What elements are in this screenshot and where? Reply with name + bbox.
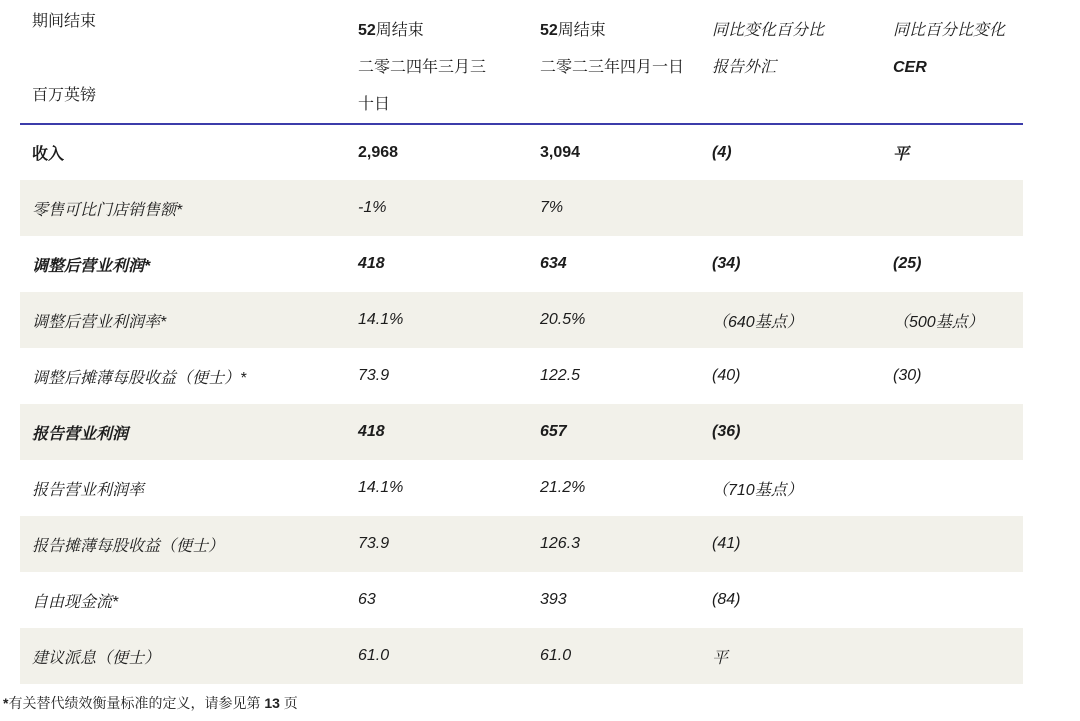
- yoy-reported-line1: 同比变化百分比: [712, 22, 825, 39]
- value-fy24: 63: [358, 591, 376, 608]
- footnote-page-number: 13: [264, 695, 280, 711]
- value-yoy-reported: (4): [712, 143, 732, 161]
- row-label: 零售可比门店销售额*: [32, 201, 183, 219]
- value-fy24: -1%: [358, 199, 387, 216]
- value-yoy-cer: (30): [893, 367, 922, 384]
- value-fy24: 73.9: [358, 367, 390, 384]
- row-label: 调整后营业利润*: [32, 257, 151, 275]
- fy23-weeks-label: 周结束: [557, 22, 606, 39]
- period-ended-label: 期间结束: [32, 13, 97, 30]
- row-label: 收入: [32, 146, 65, 163]
- fy24-weeks-number: 52: [358, 22, 376, 39]
- row-adjusted-operating-margin: [20, 292, 1023, 348]
- header-row: [20, 10, 1023, 124]
- value-fy23: 122.5: [540, 367, 581, 384]
- yoy-reported-line2: 报告外汇: [712, 59, 777, 76]
- value-fy23: 21.2%: [540, 479, 586, 496]
- yoy-cer-line1: 同比百分比变化: [893, 22, 1006, 39]
- value-yoy-cer: [881, 180, 1023, 236]
- row-reported-diluted-eps: [20, 516, 1023, 572]
- row-reported-operating-margin: [20, 460, 1023, 516]
- unit-label: 百万英镑: [32, 87, 97, 104]
- value-yoy-reported: （640基点）: [712, 313, 803, 331]
- value-yoy-reported: [700, 180, 881, 236]
- row-label: 报告营业利润率: [32, 481, 145, 499]
- value-yoy-reported: (84): [712, 591, 741, 608]
- fy23-date: 二零二三年四月一日: [540, 59, 685, 76]
- value-yoy-cer: [881, 516, 1023, 572]
- value-fy23: 7%: [540, 199, 564, 216]
- value-yoy-cer: 平: [893, 146, 910, 163]
- value-fy24: 418: [358, 423, 385, 440]
- value-yoy-cer: [881, 628, 1023, 684]
- apm-footnote: [3, 693, 1080, 713]
- value-fy24: 14.1%: [358, 311, 404, 328]
- footnote-text: 有关替代绩效衡量标准的定义，请参见第: [8, 695, 265, 711]
- header-yoy-reported: [700, 10, 881, 124]
- row-reported-operating-profit: [20, 404, 1023, 460]
- header-fy23: [528, 10, 700, 124]
- row-label: 自由现金流*: [32, 593, 119, 611]
- value-yoy-cer: [881, 572, 1023, 628]
- value-yoy-reported: (34): [712, 255, 741, 272]
- footnote-asterisk: *: [3, 695, 9, 711]
- footnote-suffix: 页: [279, 695, 298, 711]
- value-yoy-reported: (36): [712, 423, 741, 440]
- row-free-cash-flow: [20, 572, 1023, 628]
- fy24-date: 二零二四年三月三十日: [358, 59, 487, 113]
- header-yoy-cer: [881, 10, 1023, 124]
- value-yoy-cer: [881, 404, 1023, 460]
- fy23-weeks-number: 52: [540, 22, 558, 39]
- cer-label: CER: [893, 59, 927, 76]
- value-fy23: 61.0: [540, 647, 572, 664]
- fy24-weeks-label: 周结束: [375, 22, 424, 39]
- value-yoy-reported: 平: [712, 649, 729, 667]
- value-yoy-cer: [881, 460, 1023, 516]
- row-revenue: [20, 124, 1023, 180]
- value-fy23: 126.3: [540, 535, 581, 552]
- row-label: 报告营业利润: [32, 425, 129, 443]
- row-label: 调整后营业利润率*: [32, 313, 167, 331]
- row-label: 建议派息（便士）: [32, 649, 161, 667]
- value-fy23: 657: [540, 423, 567, 440]
- value-fy23: 393: [540, 591, 567, 608]
- row-label: 报告摊薄每股收益（便士）: [32, 537, 225, 555]
- value-fy24: 2,968: [358, 143, 399, 161]
- header-period: [20, 10, 346, 124]
- row-adjusted-diluted-eps: [20, 348, 1023, 404]
- value-fy24: 418: [358, 255, 385, 272]
- financial-summary-table: [20, 10, 1023, 684]
- row-adjusted-operating-profit: [20, 236, 1023, 292]
- value-yoy-cer: （500基点）: [893, 313, 984, 331]
- value-fy24: 73.9: [358, 535, 390, 552]
- row-proposed-dividend: [20, 628, 1023, 684]
- row-label: 调整后摊薄每股收益（便士）*: [32, 369, 247, 387]
- value-fy24: 14.1%: [358, 479, 404, 496]
- value-fy23: 3,094: [540, 143, 581, 161]
- value-yoy-reported: (41): [712, 535, 741, 552]
- value-fy23: 20.5%: [540, 311, 586, 328]
- row-retail-comp-store-sales: [20, 180, 1023, 236]
- value-yoy-cer: (25): [893, 255, 922, 272]
- value-yoy-reported: (40): [712, 367, 741, 384]
- value-yoy-reported: （710基点）: [712, 481, 803, 499]
- header-fy24: [346, 10, 528, 124]
- value-fy24: 61.0: [358, 647, 390, 664]
- value-fy23: 634: [540, 255, 567, 272]
